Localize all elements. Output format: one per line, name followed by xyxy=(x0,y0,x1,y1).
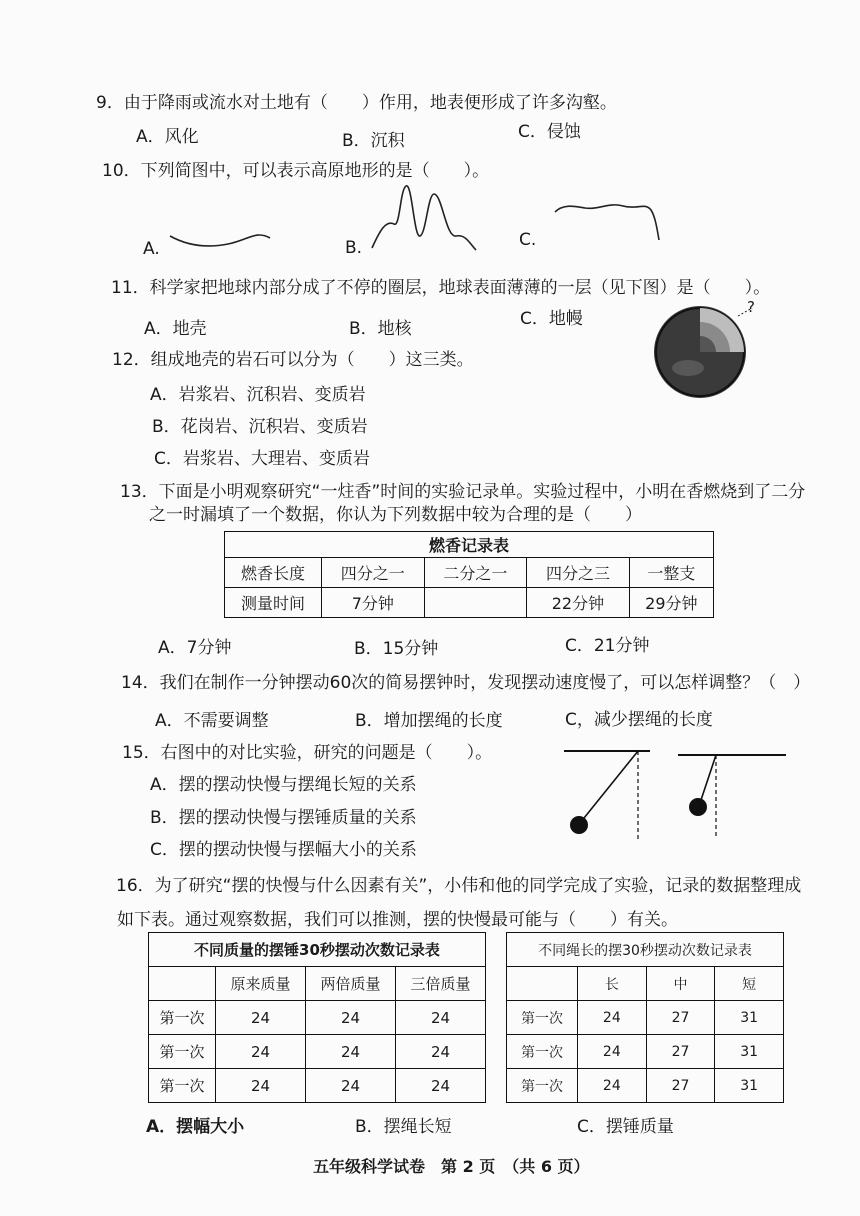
table-header-cell: 短 xyxy=(715,967,784,1001)
table-cell: 24 xyxy=(396,1001,486,1035)
q14-stem: 14．我们在制作一分钟摆动60次的简易摆钟时，发现摆动速度慢了，可以怎样调整？（ ） xyxy=(121,673,811,693)
q10-stem: 10．下列简图中，可以表示高原地形的是（ ）。 xyxy=(102,161,490,181)
table-header-cell: 一整支 xyxy=(629,558,713,588)
table-header-cell: 燃香长度 xyxy=(225,558,322,588)
table-cell: 31 xyxy=(715,1001,784,1035)
pendulum-comparison-figure xyxy=(560,745,790,845)
q11-option-a: A．地壳 xyxy=(144,319,207,339)
q14-option-a: A．不需要调整 xyxy=(155,711,269,731)
table-cell: 24 xyxy=(306,1069,396,1103)
q12-stem: 12．组成地壳的岩石可以分为（ ）这三类。 xyxy=(112,350,474,370)
table-header-cell: 四分之一 xyxy=(322,558,425,588)
q13-option-a: A．7分钟 xyxy=(158,638,232,658)
table-cell: 27 xyxy=(646,1069,715,1103)
earth-layers-figure xyxy=(648,298,750,402)
page-footer: 五年级科学试卷 第 2 页 （共 6 页） xyxy=(313,1157,590,1176)
q9-option-a: A．风化 xyxy=(136,127,199,147)
q15-option-c: C．摆的摆动快慢与摆幅大小的关系 xyxy=(150,840,417,860)
table-header-cell xyxy=(507,967,578,1001)
q16-option-a: A．摆幅大小 xyxy=(146,1117,245,1137)
table-header-cell: 四分之三 xyxy=(527,558,630,588)
table-cell: 7分钟 xyxy=(322,588,425,618)
q11-option-b: B．地核 xyxy=(349,319,412,339)
table-header-cell: 二分之一 xyxy=(424,558,527,588)
q10-option-b: B. xyxy=(345,238,363,258)
table-cell: 第一次 xyxy=(149,1035,216,1069)
table-cell: 31 xyxy=(715,1035,784,1069)
table-header-cell: 中 xyxy=(646,967,715,1001)
plain-landform-sketch xyxy=(168,226,272,250)
q16-option-c: C．摆锤质量 xyxy=(577,1117,674,1137)
table-header-cell: 两倍质量 xyxy=(306,967,396,1001)
q9-option-c: C．侵蚀 xyxy=(518,122,581,142)
q13-stem-line1: 13．下面是小明观察研究“一炷香”时间的实验记录单。实验过程中，小明在香燃烧到了二分 xyxy=(120,482,806,502)
q16-stem-line1: 16．为了研究“摆的快慢与什么因素有关”，小伟和他的同学完成了实验，记录的数据整理成 xyxy=(116,876,802,896)
q15-stem: 15．右图中的对比实验，研究的问题是（ ）。 xyxy=(122,743,493,763)
table-cell: 24 xyxy=(578,1001,647,1035)
plateau-landform-sketch xyxy=(553,198,661,244)
q10-option-a: A. xyxy=(143,239,160,259)
q13-option-c: C．21分钟 xyxy=(565,636,650,656)
q12-option-b: B．花岗岩、沉积岩、变质岩 xyxy=(152,417,368,437)
length-record-table xyxy=(506,932,784,1103)
q12-option-c: C．岩浆岩、大理岩、变质岩 xyxy=(154,449,370,469)
q13-stem-line2: 之一时漏填了一个数据，你认为下列数据中较为合理的是（ ） xyxy=(149,505,642,525)
q12-option-a: A．岩浆岩、沉积岩、变质岩 xyxy=(150,385,366,405)
q11-option-c: C．地幔 xyxy=(520,309,583,329)
table-cell: 24 xyxy=(306,1035,396,1069)
table-cell: 测量时间 xyxy=(225,588,322,618)
table-cell: 27 xyxy=(646,1035,715,1069)
q15-option-a: A．摆的摆动快慢与摆绳长短的关系 xyxy=(150,775,417,795)
q11-stem: 11．科学家把地球内部分成了不停的圈层，地球表面薄薄的一层（见下图）是（ ）。 xyxy=(111,278,771,298)
q16-option-b: B．摆绳长短 xyxy=(355,1117,452,1137)
table-cell: 24 xyxy=(216,1035,306,1069)
table-title: 不同质量的摆锤30秒摆动次数记录表 xyxy=(149,933,486,967)
table-cell: 27 xyxy=(646,1001,715,1035)
table-cell: 24 xyxy=(396,1069,486,1103)
q10-option-c: C. xyxy=(519,230,537,250)
table-title: 燃香记录表 xyxy=(225,532,714,558)
table-cell: 24 xyxy=(306,1001,396,1035)
q13-option-b: B．15分钟 xyxy=(354,639,439,659)
table-cell: 24 xyxy=(578,1069,647,1103)
q14-option-b: B．增加摆绳的长度 xyxy=(355,711,503,731)
incense-record-table xyxy=(224,531,714,618)
mass-record-table xyxy=(148,932,486,1103)
table-header-cell xyxy=(149,967,216,1001)
q9-option-b: B．沉积 xyxy=(342,131,405,151)
table-cell: 24 xyxy=(396,1035,486,1069)
q15-option-b: B．摆的摆动快慢与摆锤质量的关系 xyxy=(150,808,417,828)
table-cell: 24 xyxy=(578,1035,647,1069)
table-cell xyxy=(424,588,527,618)
earth-figure-question-mark: ? xyxy=(747,298,755,316)
q14-option-c: C，减少摆绳的长度 xyxy=(565,710,713,730)
table-cell: 31 xyxy=(715,1069,784,1103)
table-cell: 第一次 xyxy=(507,1069,578,1103)
table-cell: 22分钟 xyxy=(527,588,630,618)
table-cell: 第一次 xyxy=(507,1001,578,1035)
q9-stem: 9．由于降雨或流水对土地有（ ）作用，地表便形成了许多沟壑。 xyxy=(96,93,617,113)
table-header-cell: 三倍质量 xyxy=(396,967,486,1001)
table-cell: 第一次 xyxy=(149,1001,216,1035)
table-cell: 29分钟 xyxy=(629,588,713,618)
table-cell: 24 xyxy=(216,1001,306,1035)
table-cell: 第一次 xyxy=(507,1035,578,1069)
table-header-cell: 长 xyxy=(578,967,647,1001)
table-header-cell: 原来质量 xyxy=(216,967,306,1001)
table-title: 不同绳长的摆30秒摆动次数记录表 xyxy=(507,933,784,967)
table-cell: 第一次 xyxy=(149,1069,216,1103)
q16-stem-line2: 如下表。通过观察数据，我们可以推测，摆的快慢最可能与（ ）有关。 xyxy=(117,910,678,930)
table-cell: 24 xyxy=(216,1069,306,1103)
mountain-landform-sketch xyxy=(370,180,480,252)
